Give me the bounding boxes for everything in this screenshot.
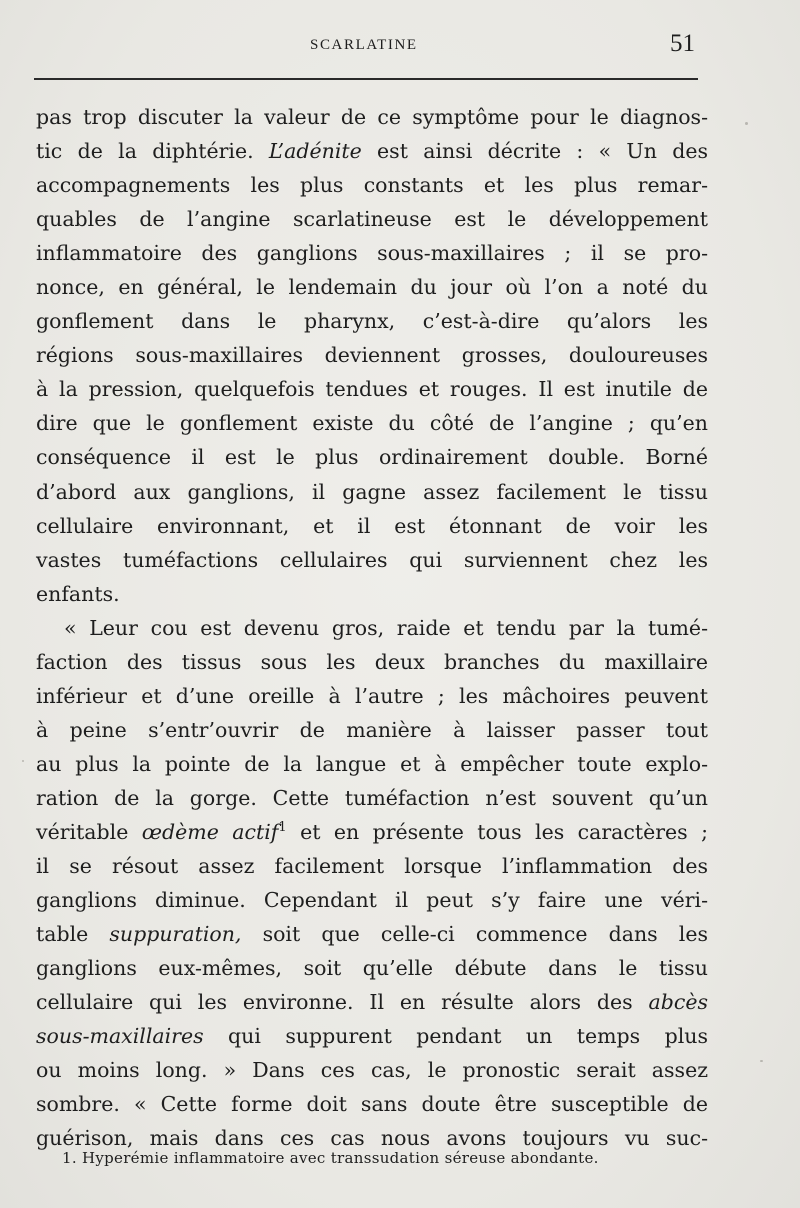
text-line <box>36 1019 708 1053</box>
italic-run: L’adénite <box>268 139 362 164</box>
text-line <box>36 985 708 1019</box>
text-run: nonce, en général, le lendemain du jour où l’on a noté du <box>36 275 708 300</box>
text-run: cellulaire qui les environne. Il en résulte alors des <box>36 990 649 1015</box>
body-text <box>36 100 708 1155</box>
text-line <box>36 1053 708 1087</box>
footnote-marker: 1 <box>278 820 287 836</box>
text-line <box>36 440 708 474</box>
text-run: pas trop discuter la valeur de ce symptôme pour le diagnos- <box>36 105 708 129</box>
text-line <box>36 168 708 202</box>
text-run: est ainsi décrite : « Un des <box>361 139 708 164</box>
footnote: 1. Hyperémie inflammatoire avec transsudation séreuse abondante. <box>62 1149 599 1167</box>
text-line <box>36 236 708 270</box>
text-line <box>36 611 708 645</box>
text-run: et en présente tous les caractères ; <box>286 819 709 844</box>
text-run: régions sous-maxillaires deviennent grosses, douloureuses <box>36 343 708 368</box>
text-run: dire que le gonflement existe du côté de l’angine ; qu’en <box>36 411 708 436</box>
text-run: tic de la diphtérie. <box>36 139 269 164</box>
running-head <box>0 30 800 70</box>
italic-run: œdème actif <box>141 819 279 844</box>
text-run: cellulaire environnant, et il est étonnant de voir les <box>36 513 708 538</box>
text-run: il se résout assez facilement lorsque l’inflammation des <box>36 854 708 879</box>
text-line <box>36 577 708 611</box>
text-run: enfants. <box>36 581 120 606</box>
paper-speck <box>760 1060 763 1062</box>
paper-speck <box>22 760 24 762</box>
text-line <box>36 270 708 304</box>
text-run: quables de l’angine scarlatineuse est le développement <box>36 207 708 232</box>
text-line <box>36 509 708 543</box>
text-run: guérison, mais dans ces cas nous avons toujours vu suc- <box>36 1126 708 1151</box>
text-run: accompagnements les plus constants et les plus remar- <box>36 173 708 198</box>
text-line <box>36 645 708 679</box>
text-run: inférieur et d’une oreille à l’autre ; les mâchoires peuvent <box>36 683 708 708</box>
italic-run: sous-maxillaires <box>36 1024 204 1049</box>
text-run: ou moins long. » Dans ces cas, le pronostic serait assez <box>36 1058 708 1083</box>
text-line <box>36 304 708 338</box>
header-rule <box>34 78 698 80</box>
text-line <box>36 951 708 985</box>
running-head-title: SCARLATINE <box>310 37 418 53</box>
italic-run: suppuration, <box>109 922 242 947</box>
text-run: ration de la gorge. Cette tuméfaction n’est souvent qu’un <box>36 785 708 810</box>
text-line <box>36 1087 708 1121</box>
text-run: au plus la pointe de la langue et à empêcher toute explo- <box>36 751 708 776</box>
text-line <box>36 917 708 951</box>
text-line <box>36 406 708 440</box>
text-line <box>36 475 708 509</box>
text-line <box>36 781 708 815</box>
text-line <box>36 134 708 168</box>
text-run: conséquence il est le plus ordinairement double. Borné <box>36 445 708 470</box>
text-line <box>36 849 708 883</box>
text-run: « Leur cou est devenu gros, raide et tendu par la tumé- <box>64 615 708 640</box>
text-run: faction des tissus sous les deux branches du maxillaire <box>36 649 708 674</box>
text-run: à la pression, quelquefois tendues et rouges. Il est inutile de <box>36 377 708 402</box>
text-line <box>36 883 708 917</box>
text-run: véritable <box>36 819 142 844</box>
text-run: soit que celle-ci commence dans les <box>241 922 708 947</box>
text-run: à peine s’entr’ouvrir de manière à laisser passer tout <box>36 717 708 742</box>
page-number: 51 <box>670 30 695 57</box>
text-run: inflammatoire des ganglions sous-maxillaires ; il se pro- <box>36 241 708 266</box>
paper-speck <box>745 122 748 125</box>
text-line <box>36 338 708 372</box>
text-line <box>36 679 708 713</box>
text-line <box>36 202 708 236</box>
italic-run: abcès <box>648 990 708 1015</box>
text-line <box>36 747 708 781</box>
text-line <box>36 372 708 406</box>
text-line <box>36 713 708 747</box>
text-run: ganglions eux-mêmes, soit qu’elle débute dans le tissu <box>36 956 708 981</box>
text-line <box>36 543 708 577</box>
text-run: d’abord aux ganglions, il gagne assez facilement le tissu <box>36 479 708 504</box>
text-run: sombre. « Cette forme doit sans doute être susceptible de <box>36 1092 708 1117</box>
text-run: ganglions diminue. Cependant il peut s’y faire une véri- <box>36 888 708 913</box>
text-run: vastes tuméfactions cellulaires qui surviennent chez les <box>36 547 708 572</box>
text-run: qui suppurent pendant un temps plus <box>203 1024 708 1049</box>
text-line <box>36 100 708 134</box>
text-run: table <box>36 922 110 947</box>
text-line <box>36 815 708 849</box>
text-run: gonflement dans le pharynx, c’est-à-dire qu’alors les <box>36 309 708 334</box>
